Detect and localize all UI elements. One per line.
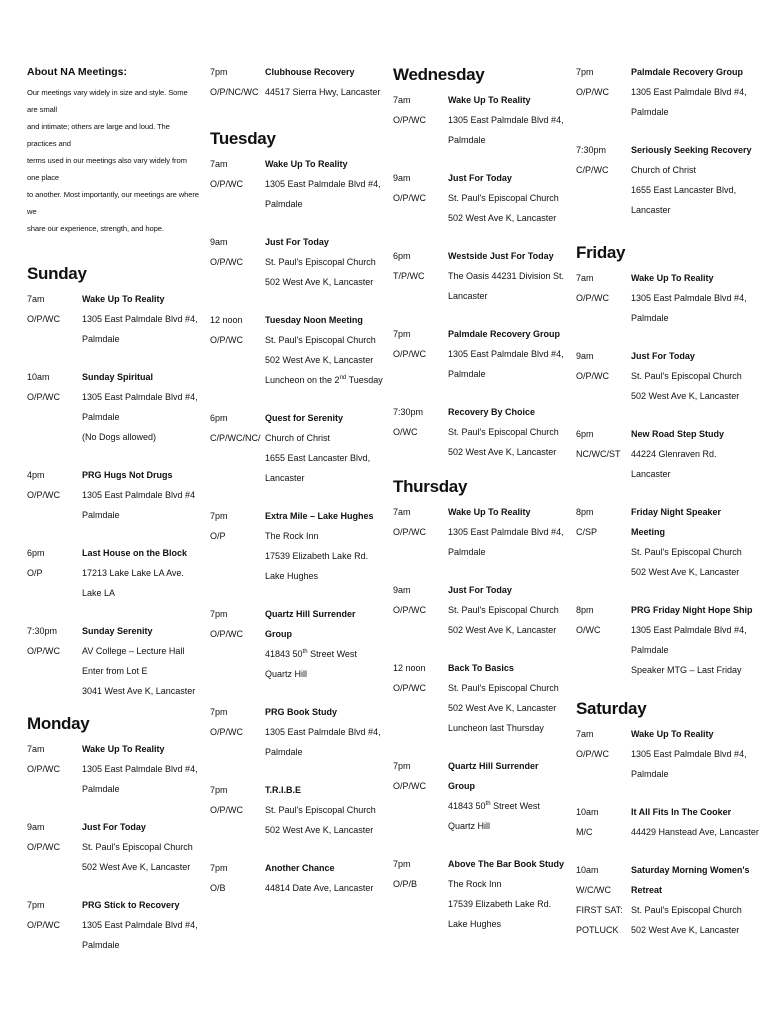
meeting-entry: 7pm O/P/WC Quartz Hill Surrender Group 41843 50th Street West Quartz Hill xyxy=(393,761,540,831)
luncheon-note: Luncheon on the 2nd Tuesday xyxy=(265,375,383,385)
meeting-entry: 7am O/P/WC Wake Up To Reality 1305 East Palmdale Blvd #4, Palmdale xyxy=(27,744,198,794)
meeting-entry: 12 noon O/P/WC Tuesday Noon Meeting St. Paul's Episcopal Church 502 West Ave K, Lancaster Luncheon on the 2nd Tuesday xyxy=(210,310,382,390)
meeting-entry: 7pm O/B Another Chance 44814 Date Ave, Lancaster xyxy=(210,863,374,893)
meeting-entry: 9am O/P/WC Just For Today St. Paul's Episcopal Church 502 West Ave K, Lancaster xyxy=(210,237,376,287)
meeting-entry: 7am O/P/WC Wake Up To Reality 1305 East Palmdale Blvd #4, Palmdale xyxy=(27,294,198,344)
meeting-entry: 6pm C/P/WC/NC/ Quest for Serenity Church of Christ 1655 East Lancaster Blvd, Lancaster xyxy=(210,413,371,483)
meeting-entry: 7pm O/P/WC Palmdale Recovery Group 1305 East Palmdale Blvd #4, Palmdale xyxy=(393,329,564,379)
meeting-entry: 8pm C/SP Friday Night Speaker Meeting St. Paul's Episcopal Church 502 West Ave K, Lancaster xyxy=(576,507,742,577)
meeting-entry: 4pm O/P/WC PRG Hugs Not Drugs 1305 East Palmdale Blvd #4 Palmdale xyxy=(27,470,196,520)
about-title: About NA Meetings: xyxy=(27,66,127,78)
meeting-entry: 9am O/P/WC Just For Today St. Paul's Episcopal Church 502 West Ave K, Lancaster xyxy=(576,351,742,401)
meeting-entry: 6pm O/P Last House on the Block 17213 Lake Lake LA Ave. Lake LA xyxy=(27,548,188,598)
meeting-entry: 7am O/P/WC Wake Up To Reality 1305 East Palmdale Blvd #4, Palmdale xyxy=(210,159,381,209)
meeting-entry: 6pm T/P/WC Westside Just For Today The Oasis 44231 Division St. Lancaster xyxy=(393,251,565,301)
day-heading-wednesday: Wednesday xyxy=(393,65,485,84)
meeting-entry: 7am O/P/WC Wake Up To Reality 1305 East Palmdale Blvd #4, Palmdale xyxy=(393,95,564,145)
meeting-entry: 9am O/P/WC Just For Today St. Paul's Episcopal Church 502 West Ave K, Lancaster xyxy=(393,585,559,635)
column-4 xyxy=(576,62,759,958)
meeting-entry: 9am O/P/WC Just For Today St. Paul's Episcopal Church 502 West Ave K, Lancaster xyxy=(27,822,193,872)
meeting-entry: 10am O/P/WC Sunday Spiritual 1305 East Palmdale Blvd #4, Palmdale (No Dogs allowed) xyxy=(27,372,198,442)
column-3 xyxy=(393,62,565,952)
column-1 xyxy=(27,62,199,973)
meeting-entry: 6pm NC/WC/ST New Road Step Study 44224 Glenraven Rd. Lancaster xyxy=(576,429,725,479)
meeting-entry: 7am O/P/WC Wake Up To Reality 1305 East Palmdale Blvd #4, Palmdale xyxy=(576,273,747,323)
meeting-entry: 7pm O/P/NC/WC Clubhouse Recovery 44517 Sierra Hwy, Lancaster xyxy=(210,67,381,97)
meeting-entry: 7pm O/P/B Above The Bar Book Study The Rock Inn 17539 Elizabeth Lake Rd. Lake Hughes xyxy=(393,859,565,929)
meeting-entry: 7:30pm O/P/WC Sunday Serenity AV College – Lecture Hall Enter from Lot E 3041 West Ave K, Lancaster xyxy=(27,626,196,696)
meeting-entry: 10am M/C It All Fits In The Cooker 44429 Hanstead Ave, Lancaster xyxy=(576,807,759,837)
meeting-entry: 12 noon O/P/WC Back To Basics St. Paul's Episcopal Church 502 West Ave K, Lancaster Luncheon last Thursday xyxy=(393,663,559,733)
day-heading-saturday: Saturday xyxy=(576,699,647,718)
meeting-entry: 9am O/P/WC Just For Today St. Paul's Episcopal Church 502 West Ave K, Lancaster xyxy=(393,173,559,223)
meeting-entry: 7am O/P/WC Wake Up To Reality 1305 East Palmdale Blvd #4, Palmdale xyxy=(576,729,747,779)
day-heading-tuesday: Tuesday xyxy=(210,129,276,148)
meeting-entry: 7:30pm O/WC Recovery By Choice St. Paul's Episcopal Church 502 West Ave K, Lancaster xyxy=(393,407,559,457)
meeting-entry: 7pm O/P/WC Quartz Hill Surrender Group 41843 50th Street West Quartz Hill xyxy=(210,609,357,679)
meeting-entry: 7pm O/P Extra Mile – Lake Hughes The Rock Inn 17539 Elizabeth Lake Rd. Lake Hughes xyxy=(210,511,374,581)
meeting-entry: 7pm O/P/WC Palmdale Recovery Group 1305 East Palmdale Blvd #4, Palmdale xyxy=(576,67,747,117)
day-heading-monday: Monday xyxy=(27,714,90,733)
meeting-entry: 7pm O/P/WC PRG Book Study 1305 East Palmdale Blvd #4, Palmdale xyxy=(210,707,381,757)
meeting-entry: 7pm O/P/WC T.R.I.B.E St. Paul's Episcopal Church 502 West Ave K, Lancaster xyxy=(210,785,376,835)
meeting-entry: 7:30pm C/P/WC Seriously Seeking Recovery Church of Christ 1655 East Lancaster Blvd, Lancaster xyxy=(576,145,752,215)
meeting-entry: 10am W/C/WC FIRST SAT: POTLUCK Saturday Morning Women's Retreat St. Paul's Episcopal Church 502 West Ave K, Lancaster xyxy=(576,865,750,935)
meeting-entry: 7pm O/P/WC PRG Stick to Recovery 1305 East Palmdale Blvd #4, Palmdale xyxy=(27,900,198,950)
about-text: Our meetings vary widely in size and style. Some are small and intimate; others are large and loud. The practices and terms used in our meetings also vary widely from one place to another. Most importantly, our meetings are where we share our experience, strength, and hope. xyxy=(27,88,199,233)
meeting-entry: 7am O/P/WC Wake Up To Reality 1305 East Palmdale Blvd #4, Palmdale xyxy=(393,507,564,557)
column-2 xyxy=(210,62,382,916)
day-heading-thursday: Thursday xyxy=(393,477,468,496)
day-heading-sunday: Sunday xyxy=(27,264,87,283)
day-heading-friday: Friday xyxy=(576,243,626,262)
meeting-entry: 8pm O/WC PRG Friday Night Hope Ship 1305 East Palmdale Blvd #4, Palmdale Speaker MTG – Last Friday xyxy=(576,605,753,675)
